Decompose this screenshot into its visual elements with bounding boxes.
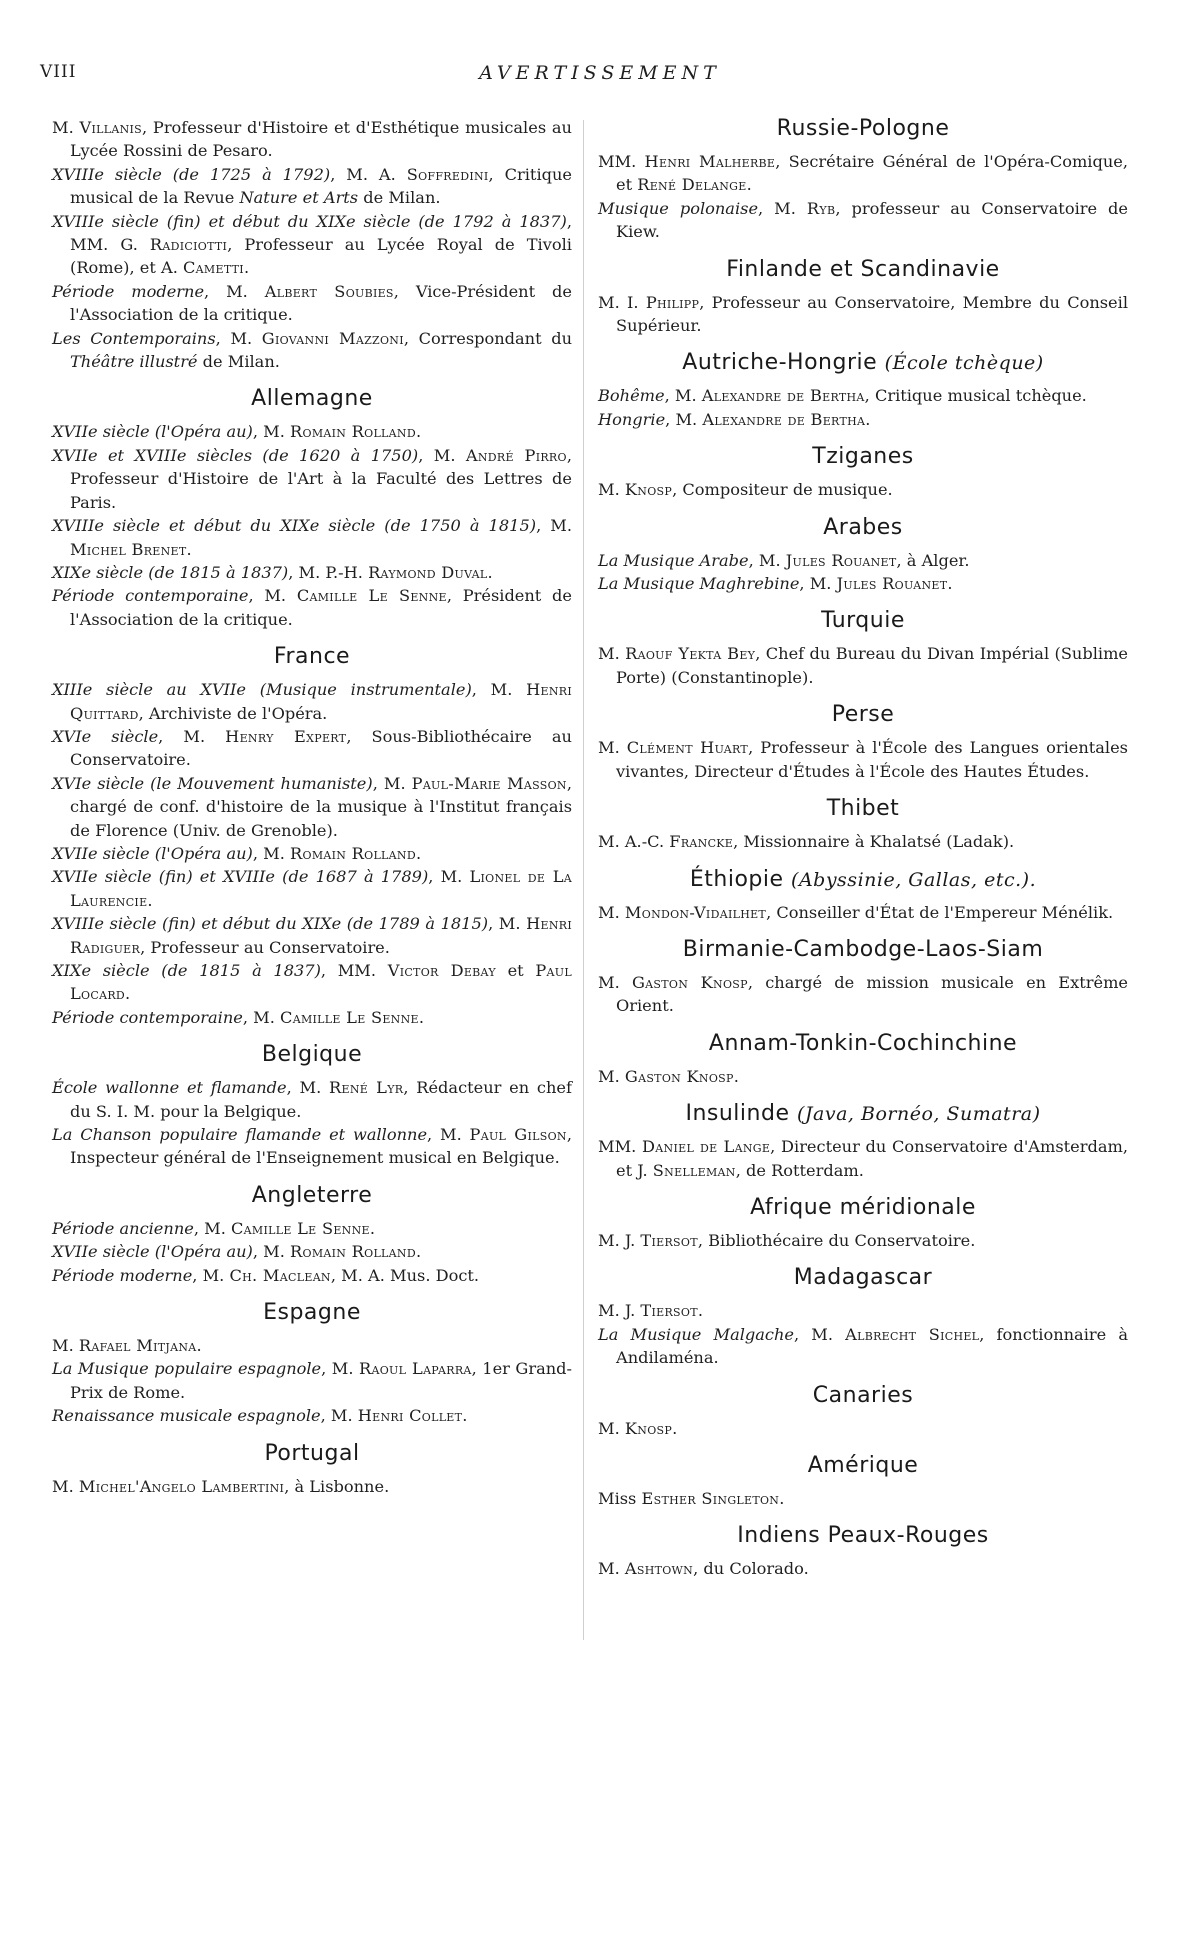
contributor-name: Knosp (624, 480, 673, 500)
entry-text: , M. (471, 680, 527, 700)
period-title: XIXe siècle (de 1815 à 1837) (52, 562, 289, 582)
section-heading-ethiopie (598, 867, 1128, 892)
period-title: Musique polonaise (598, 198, 759, 218)
entry-text: , M. (536, 516, 573, 536)
section-heading-text: Annam-Tonkin-Cochinchine (708, 1030, 1018, 1056)
section-heading-text: Tziganes (812, 444, 914, 470)
contributor-name: Soffredini (406, 164, 489, 184)
entry-text: , M. P.-H. (288, 562, 369, 582)
entry-text: . (779, 1488, 785, 1508)
entry-text: , M. A. (330, 164, 407, 184)
contributor-name: Romain Rolland (290, 843, 416, 863)
entry-text: M. (598, 902, 625, 922)
entry-text: , M. (158, 726, 226, 746)
period-title: Les Contemporains (52, 328, 216, 348)
contributor-name: Gaston Knosp (624, 1066, 734, 1086)
entry-text: . (697, 1301, 703, 1321)
entry-text: . (865, 409, 871, 429)
section-heading-afrique-meridionale (598, 1195, 1128, 1220)
contributor-entry (52, 678, 572, 725)
entry-text: , Sous-Bibliothécaire au Conservatoire. (70, 726, 572, 770)
entry-text: , à Lisbonne. (284, 1476, 390, 1496)
section-heading-text: Birmanie-Cambodge-Laos-Siam (682, 936, 1044, 962)
contributor-name: Radiciotti (149, 235, 228, 255)
section-heading-text: Turquie (821, 608, 905, 634)
contributor-entry (52, 1123, 572, 1170)
contributor-entry (52, 1475, 572, 1498)
section-heading-portugal (52, 1441, 572, 1466)
section-heading-insulinde (598, 1101, 1128, 1126)
entry-text: , M. (799, 574, 837, 594)
entry-text: , M. (252, 843, 291, 863)
entry-text: , M. (428, 867, 470, 887)
entry-text: , M. (320, 1406, 358, 1426)
period-title: XVIe siècle (52, 726, 159, 746)
entry-text: , Professeur au Lycée Royal de Tivoli (Rome), et A. (70, 235, 572, 278)
section-heading-arabes (598, 515, 1128, 540)
entry-text: , de Rotterdam. (735, 1160, 864, 1180)
left-column (52, 116, 572, 1498)
entry-text: , M. (204, 281, 265, 301)
section-heading-text: Autriche-Hongrie (682, 350, 878, 376)
section-heading-text: Thibet (826, 796, 900, 822)
contributor-entry (52, 1264, 572, 1287)
contributor-name: Tiersot (640, 1301, 698, 1321)
entry-text: M. (52, 1336, 79, 1356)
entry-text: , M. (252, 1242, 291, 1262)
contributor-name: Alexandre de Bertha (702, 409, 866, 429)
entry-text: M. (598, 480, 625, 500)
entry-text: , fonctionnaire à Andilaména. (616, 1324, 1128, 1368)
running-title: AVERTISSEMENT (479, 62, 721, 84)
contributor-name: Michel'Angelo Lambertini (78, 1476, 285, 1496)
section-heading-text: Insulinde (685, 1101, 790, 1127)
entry-text: , M. (418, 445, 466, 465)
contributor-name: René Lyr (329, 1078, 404, 1098)
contributor-name: Paul-Marie Masson (411, 773, 567, 793)
period-title: La Musique Maghrebine (598, 574, 800, 594)
contributor-name: Ch. Maclean (229, 1265, 331, 1285)
entry-text: . (418, 1007, 425, 1027)
contributor-name: Mondon-Vidailhet (624, 902, 767, 922)
contributor-name: Francke (669, 832, 734, 852)
period-title: Période contemporaine (52, 1007, 243, 1027)
section-heading-turquie (598, 608, 1128, 633)
entry-text: . (746, 175, 752, 195)
contributor-name: Lionel de La Laurencie (70, 867, 572, 910)
contributor-name: Victor Debay (387, 961, 496, 980)
period-title: Nature et Arts (239, 188, 359, 208)
contributor-entry (598, 384, 1128, 407)
contributor-entry (52, 1240, 572, 1263)
contributor-name: Michel Brenet (70, 539, 187, 559)
entry-text: , Président de l'Association de la critique. (70, 586, 572, 629)
contributor-entry (598, 478, 1128, 501)
section-heading-subtitle: (Java, Bornéo, Sumatra) (796, 1103, 1041, 1126)
contributor-entry (598, 971, 1128, 1018)
entry-text: . (415, 422, 422, 442)
section-heading-espagne (52, 1300, 572, 1325)
entry-text: , M. (665, 409, 703, 429)
section-heading-text: Indiens Peaux-Rouges (737, 1523, 989, 1549)
entry-text: M. J. (598, 1230, 641, 1250)
period-title: XVIIIe siècle (fin) et début du XIXe (de 1789 à 1815) (52, 914, 489, 934)
contributor-entry (598, 572, 1128, 595)
contributor-name: Raouf Yekta Bey (625, 644, 756, 664)
entry-text: , M. (215, 328, 262, 348)
entry-text: , Professeur à l'École des Langues orientales vivantes, Directeur d'Études à l'École des Hautes Études. (616, 738, 1128, 781)
contributor-entry (52, 584, 572, 631)
entry-text: , chargé de mission musicale en Extrême Orient. (616, 972, 1128, 1016)
section-heading-perse (598, 702, 1128, 727)
period-title: XVIIe et XVIIIe siècles (de 1620 à 1750) (52, 445, 419, 465)
period-title: Hongrie (598, 409, 666, 429)
contributor-entry (598, 408, 1128, 431)
entry-text: , Professeur au Conservatoire. (140, 937, 390, 957)
section-heading-text: Perse (831, 702, 895, 728)
contributor-entry (52, 772, 572, 842)
entry-text: , M. (242, 1007, 281, 1027)
section-heading-annam-tonkin-cochinchine (598, 1031, 1128, 1056)
section-heading-text: Finlande et Scandinavie (726, 256, 1000, 282)
contributor-entry (598, 1065, 1128, 1088)
entry-text: M. (598, 738, 627, 758)
contributor-name: Knosp (624, 1418, 673, 1438)
contributor-entry (598, 1557, 1128, 1580)
section-heading-madagascar (598, 1265, 1128, 1290)
section-heading-text: Angleterre (251, 1182, 373, 1208)
entry-text: , Chef du Bureau du Divan Impérial (Sublime Porte) (Constantinople). (616, 644, 1128, 687)
entry-text: Miss (598, 1488, 642, 1508)
entry-text: , 1er Grand-Prix de Rome. (70, 1359, 572, 1402)
contributor-name: Henri Malherbe (644, 152, 776, 171)
entry-text: , du Colorado. (693, 1559, 809, 1579)
period-title: Période moderne (52, 281, 205, 301)
entry-text: de Milan. (197, 352, 280, 372)
section-heading-text: Belgique (261, 1042, 363, 1068)
period-title: XVIIIe siècle et début du XIXe siècle (de 1750 à 1815) (52, 516, 537, 536)
entry-text: . (186, 539, 192, 559)
section-heading-tziganes (598, 444, 1128, 469)
contributor-name: Philipp (645, 292, 700, 312)
section-heading-text: Madagascar (793, 1265, 933, 1291)
section-heading-finlande-et-scandinavie (598, 257, 1128, 282)
entry-text: , Compositeur de musique. (672, 480, 893, 500)
entry-text: , Directeur du Conservatoire d'Amsterdam, et J. (616, 1137, 1128, 1180)
period-title: Renaissance musicale espagnole (52, 1406, 321, 1426)
entry-text: MM. (598, 1137, 643, 1157)
entry-text: , Bibliothécaire du Conservatoire. (697, 1230, 976, 1250)
contributor-name: André Pirro (465, 445, 567, 465)
contributor-name: Albrecht Sichel (845, 1324, 980, 1344)
contributor-entry (598, 549, 1128, 572)
section-heading-belgique (52, 1042, 572, 1067)
entry-text: , M. (248, 586, 297, 606)
contributor-name: Henri Radiguer (70, 914, 572, 957)
contributor-name: Snelleman (652, 1160, 736, 1180)
period-title: La Musique Malgache (598, 1324, 794, 1344)
entry-text: , M. (252, 422, 291, 442)
contributor-entry (52, 444, 572, 514)
contributor-entry (52, 1076, 572, 1123)
section-heading-russie-pologne (598, 116, 1128, 141)
entry-text: . (415, 1242, 422, 1262)
entry-text: , Professeur d'Histoire de l'Art à la Faculté des Lettres de Paris. (70, 445, 572, 512)
section-heading-text: France (273, 644, 351, 670)
entry-text: , professeur au Conservatoire de Kiew. (616, 198, 1128, 242)
contributor-name: Romain Rolland (290, 422, 416, 442)
contributor-name: Tiersot (640, 1230, 698, 1250)
contributor-entry (598, 901, 1128, 924)
entry-text: , M. (286, 1078, 330, 1098)
entry-text: . (196, 1336, 202, 1356)
contributor-entry (52, 327, 572, 374)
entry-text: et (495, 961, 536, 980)
section-heading-amerique (598, 1453, 1128, 1478)
entry-text: , MM. (320, 961, 388, 980)
entry-text: , Missionnaire à Khalatsé (Ladak). (733, 832, 1015, 852)
entry-text: , Critique musical de la Revue (70, 164, 572, 208)
contributor-name: Alexandre de Bertha (701, 386, 865, 406)
period-title: La Chanson populaire flamande et wallonne (52, 1125, 428, 1145)
contributor-entry (598, 642, 1128, 689)
entry-text: M. (598, 644, 626, 664)
period-title: XVIIIe siècle (fin) et début du XIXe siècle (de 1792 à 1837) (52, 211, 567, 231)
section-heading-text: Portugal (264, 1440, 360, 1466)
entry-text: , Vice-Président de l'Association de la critique. (70, 281, 572, 325)
entry-text: . (147, 890, 153, 910)
page-header (40, 62, 1160, 92)
period-title: XVIIe siècle (l'Opéra au) (52, 422, 253, 442)
period-title: XIXe siècle (de 1815 à 1837) (52, 961, 321, 980)
entry-text: , M. (192, 1265, 230, 1285)
section-heading-text: Amérique (807, 1452, 919, 1478)
entry-text: , M. A. Mus. Doct. (330, 1265, 480, 1285)
entry-text: , Inspecteur général de l'Enseignement musical en Belgique. (70, 1125, 572, 1168)
contributor-name: Giovanni Mazzoni (261, 328, 404, 348)
period-title: XVIIe siècle (l'Opéra au) (52, 843, 253, 863)
period-title: Période ancienne (52, 1218, 194, 1238)
period-title: Théâtre illustré (70, 352, 198, 372)
contributor-name: Ashtown (624, 1559, 694, 1579)
contributor-entry (598, 150, 1128, 197)
contributor-entry (598, 1299, 1128, 1322)
contributor-entry (52, 1357, 572, 1404)
period-title: Période contemporaine (52, 586, 249, 606)
section-heading-text: Allemagne (251, 386, 373, 412)
column-divider (583, 120, 584, 1640)
contributor-name: Camille Le Senne (296, 586, 447, 606)
contributor-name: Esther Singleton (641, 1488, 780, 1508)
section-heading-subtitle: (Abyssinie, Gallas, etc.). (791, 868, 1037, 891)
contributor-name: Paul Gilson (469, 1125, 567, 1145)
entry-text: . (733, 1066, 739, 1086)
contributor-name: Gaston Knosp (631, 972, 748, 992)
contributor-name: Cametti (183, 258, 244, 278)
contributor-entry (52, 514, 572, 561)
contributor-entry (52, 280, 572, 327)
contributor-entry (52, 116, 572, 163)
contributor-name: René Delange (637, 175, 747, 195)
entry-text: , M. (372, 773, 412, 793)
contributor-name: Henri Collet (357, 1406, 463, 1426)
section-heading-text: Russie-Pologne (776, 116, 950, 141)
contributor-name: Ryb (806, 198, 836, 218)
entry-text: , à Alger. (896, 550, 970, 570)
entry-text: , M. (488, 914, 527, 934)
entry-text: . (369, 1218, 376, 1238)
entry-text: . (672, 1418, 678, 1438)
entry-text: , Critique musical tchèque. (864, 386, 1087, 406)
section-heading-france (52, 644, 572, 669)
contributor-entry (52, 865, 572, 912)
contributor-name: Raymond Duval (368, 562, 488, 582)
entry-text: , M. (748, 550, 786, 570)
period-title: Période moderne (52, 1265, 193, 1285)
entry-text: . (125, 984, 131, 1004)
contributor-entry (598, 1417, 1128, 1440)
period-title: La Musique Arabe (598, 550, 749, 570)
entry-text: , M. (321, 1359, 359, 1379)
period-title: XVIe siècle (le Mouvement humaniste) (52, 773, 373, 793)
contributor-entry (598, 830, 1128, 853)
entry-text: , Rédacteur en chef du S. I. M. pour la Belgique. (70, 1078, 572, 1121)
section-heading-text: Espagne (263, 1300, 361, 1326)
contributor-entry (598, 1323, 1128, 1370)
section-heading-allemagne (52, 386, 572, 411)
contributor-name: Henri Quittard (70, 680, 572, 723)
period-title: La Musique populaire espagnole (52, 1359, 322, 1379)
section-heading-text: Afrique méridionale (750, 1194, 976, 1220)
contributor-entry (52, 959, 572, 1006)
entry-text: , M. (758, 198, 807, 218)
entry-text: . (462, 1406, 468, 1426)
contributor-name: Clément Huart (626, 738, 749, 758)
entry-text: M. (52, 1476, 79, 1496)
entry-text: , Correspondant du (403, 328, 573, 348)
entry-text: , MM. G. (70, 211, 572, 255)
section-heading-autriche-hongrie (598, 350, 1128, 375)
entry-text: , Archiviste de l'Opéra. (138, 703, 328, 723)
entry-text: , M. (193, 1218, 231, 1238)
contributor-entry (598, 1487, 1128, 1510)
contributor-name: Romain Rolland (290, 1242, 416, 1262)
entry-text: M. A.-C. (598, 832, 670, 852)
contributor-entry (52, 1217, 572, 1240)
contributor-entry (52, 1006, 572, 1029)
entry-text: . (243, 258, 250, 278)
contributor-entry (52, 725, 572, 772)
contributor-name: Jules Rouanet (836, 574, 948, 594)
contributor-name: Henry Expert (225, 726, 347, 746)
contributor-name: Daniel de Lange (642, 1137, 771, 1157)
period-title: Bohême (598, 386, 665, 406)
period-title: XVIIe siècle (fin) et XVIIIe (de 1687 à 1789) (52, 867, 429, 887)
entry-text: , M. (664, 386, 702, 406)
right-column (598, 116, 1128, 1581)
entry-text: M. (598, 1418, 625, 1438)
contributor-entry (52, 561, 572, 584)
entry-text: . (415, 843, 422, 863)
entry-text: , Conseiller d'État de l'Empereur Ménélik. (766, 902, 1114, 922)
contributor-name: Camille Le Senne (231, 1218, 370, 1238)
entry-text: MM. (598, 152, 645, 171)
section-heading-thibet (598, 796, 1128, 821)
contributor-name: Camille Le Senne (280, 1007, 419, 1027)
contributor-name: Villanis (79, 118, 142, 137)
contributor-name: Rafael Mitjana (78, 1336, 197, 1356)
contributor-entry (598, 197, 1128, 244)
period-title: XVIIIe siècle (de 1725 à 1792) (52, 164, 331, 184)
contributor-name: Jules Rouanet (785, 550, 897, 570)
entry-text: . (947, 574, 953, 594)
contributor-entry (598, 1135, 1128, 1182)
entry-text: M. I. (598, 292, 646, 312)
entry-text: , M. (427, 1125, 470, 1145)
entry-text: , Secrétaire Général de l'Opéra-Comique, et (616, 152, 1128, 195)
contributor-entry (52, 420, 572, 443)
entry-text: , M. (794, 1324, 846, 1344)
period-title: École wallonne et flamande (52, 1078, 287, 1098)
entry-text: M. (52, 118, 80, 137)
page-number: VIII (40, 62, 77, 82)
entry-text: M. (598, 1066, 625, 1086)
section-heading-birmanie-cambodge-laos-siam (598, 937, 1128, 962)
section-heading-canaries (598, 1383, 1128, 1408)
section-heading-text: Canaries (812, 1382, 914, 1408)
contributor-name: Albert Soubies (264, 281, 394, 301)
period-title: XIIIe siècle au XVIIe (Musique instrumentale) (52, 680, 472, 700)
contributor-entry (52, 842, 572, 865)
entry-text: . (487, 562, 493, 582)
section-heading-indiens-peaux-rouges (598, 1523, 1128, 1548)
contributor-entry (52, 1404, 572, 1427)
period-title: XVIIe siècle (l'Opéra au) (52, 1242, 253, 1262)
contributor-entry (598, 736, 1128, 783)
contributor-entry (52, 163, 572, 210)
entry-text: , Professeur d'Histoire et d'Esthétique musicales au Lycée Rossini de Pesaro. (70, 118, 572, 161)
entry-text: , chargé de conf. d'histoire de la musique à l'Institut français de Florence (Univ. de Grenoble). (70, 773, 572, 840)
entry-text: , Professeur au Conservatoire, Membre du Conseil Supérieur. (616, 292, 1128, 336)
entry-text: M. J. (598, 1301, 641, 1321)
contributor-entry (52, 1334, 572, 1357)
entry-text: M. (598, 1559, 625, 1579)
section-heading-text: Éthiopie (689, 866, 784, 892)
contributor-name: Paul Locard (70, 961, 572, 1004)
entry-text: M. (598, 972, 632, 992)
contributor-name: Raoul Laparra (359, 1359, 472, 1379)
section-heading-angleterre (52, 1183, 572, 1208)
section-heading-subtitle: (École tchèque) (884, 352, 1044, 375)
entry-text: de Milan. (358, 188, 441, 208)
contributor-entry (52, 912, 572, 959)
contributor-entry (598, 1229, 1128, 1252)
section-heading-text: Arabes (823, 514, 903, 540)
contributor-entry (52, 210, 572, 280)
contributor-entry (598, 291, 1128, 338)
